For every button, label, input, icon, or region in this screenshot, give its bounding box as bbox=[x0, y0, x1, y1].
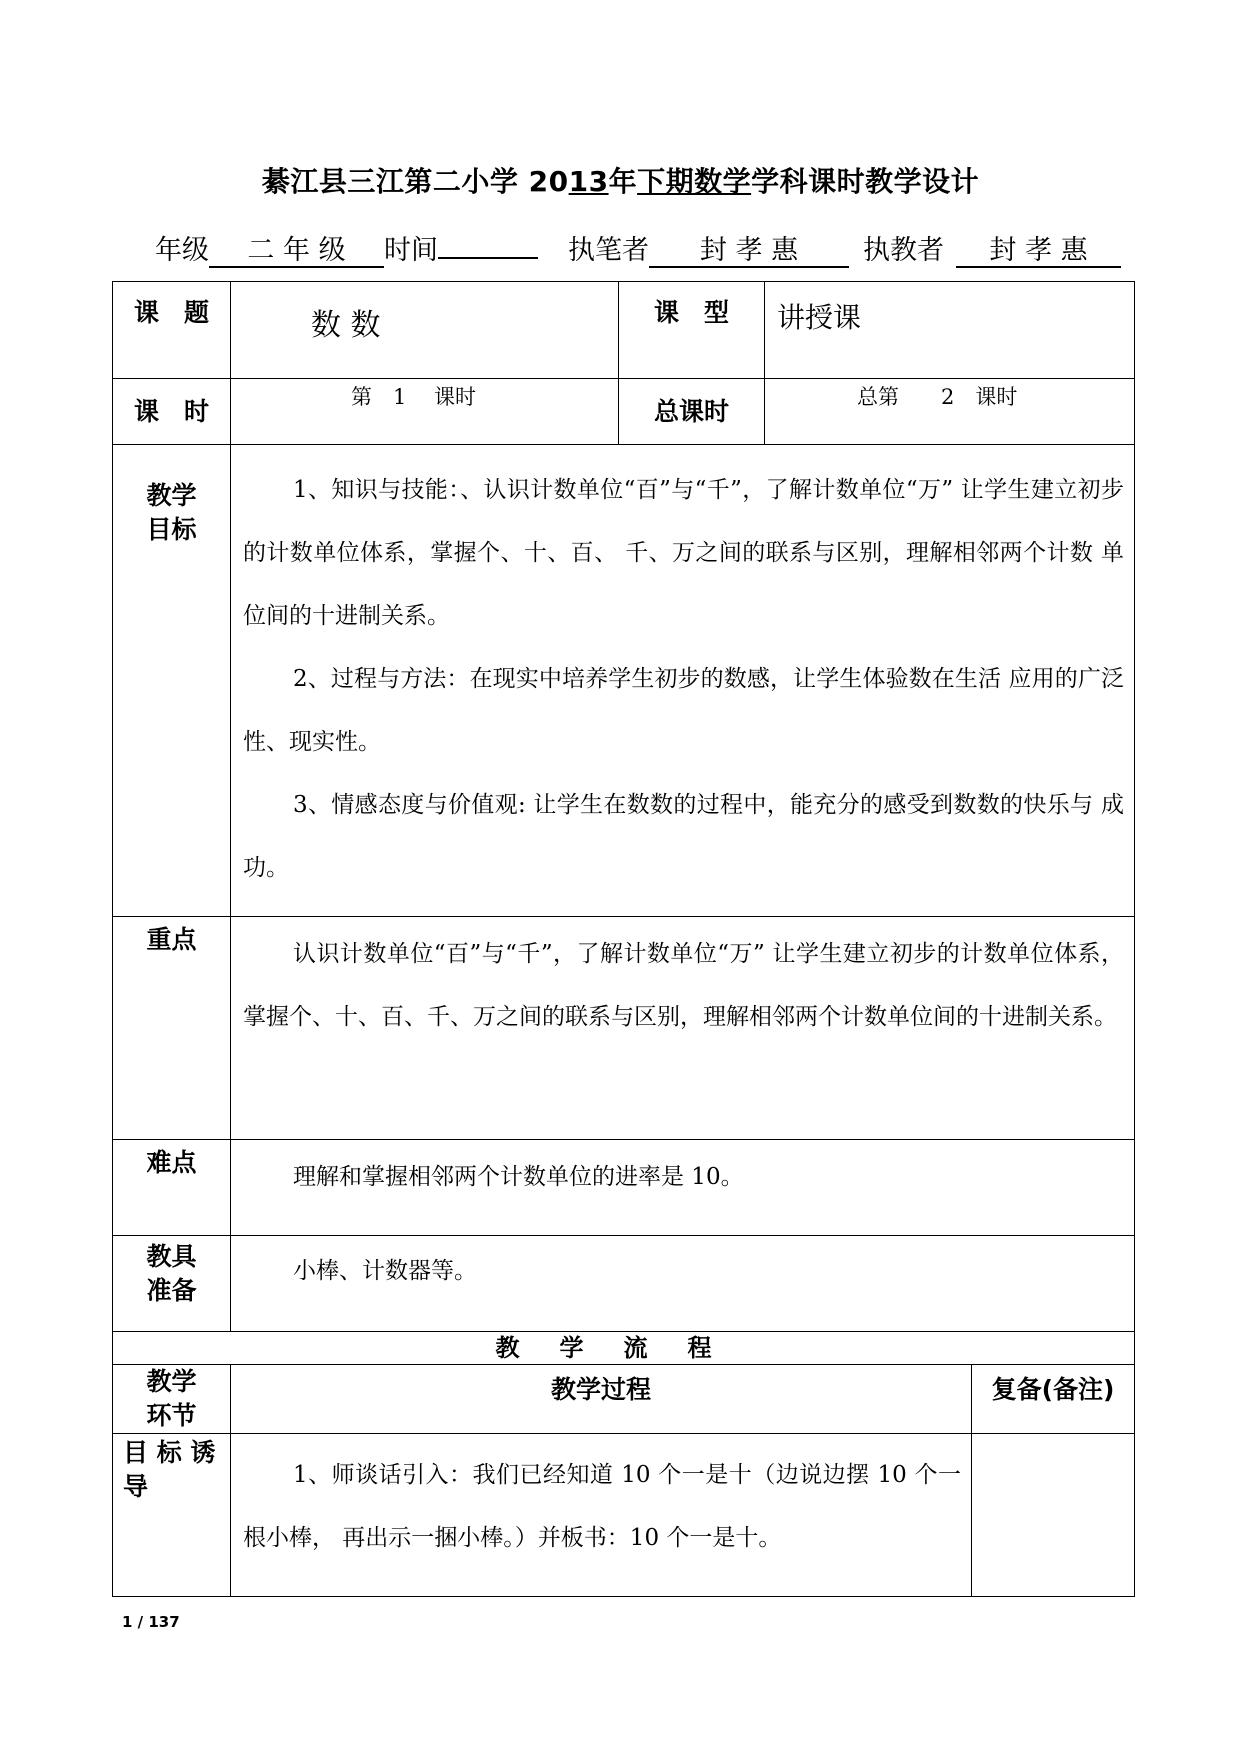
stage-row bbox=[113, 1434, 1135, 1597]
time-label: 时间 bbox=[384, 235, 438, 266]
flow-heading: 教学流程 bbox=[113, 1332, 1135, 1365]
key-label: 重点 bbox=[113, 917, 231, 1140]
topic-value: 数 数 bbox=[231, 282, 619, 379]
stage-content bbox=[231, 1434, 972, 1597]
grade-label: 年级 bbox=[155, 235, 209, 266]
document-title: 綦江县三江第二小学 2013年下期数学学科课时教学设计 bbox=[261, 165, 980, 198]
topic-label: 课 题 bbox=[113, 282, 231, 379]
goals-label: 教学目标 bbox=[113, 445, 231, 917]
writer-value: 封 孝 惠 bbox=[649, 236, 849, 268]
goal-process: 2、过程与方法：在现实中培养学生初步的数感，让学生体验数在生活 应用的广泛性、现实性。 bbox=[243, 666, 1125, 755]
stage-header: 教学环节 bbox=[113, 1365, 231, 1434]
period-value: 第 1 课时 bbox=[231, 379, 619, 445]
grade-value: 二 年 级 bbox=[209, 236, 384, 268]
goal-emotion: 3、情感态度与价值观: 让学生在数数的过程中，能充分的感受到数数的快乐与 成功。 bbox=[243, 792, 1125, 881]
flow-row bbox=[113, 1332, 1135, 1365]
key-content bbox=[231, 917, 1135, 1140]
topic-row bbox=[113, 282, 1135, 379]
lesson-table bbox=[112, 281, 1135, 1597]
difficulty-content bbox=[231, 1140, 1135, 1236]
key-row bbox=[113, 917, 1135, 1140]
stage-notes bbox=[972, 1434, 1135, 1597]
teacher-label: 执教者 bbox=[863, 235, 944, 266]
time-value bbox=[438, 257, 538, 259]
difficulty-label: 难点 bbox=[113, 1140, 231, 1236]
goals-content bbox=[231, 445, 1135, 917]
difficulty-row bbox=[113, 1140, 1135, 1236]
flow-header-row bbox=[113, 1365, 1135, 1434]
tools-label: 教具准备 bbox=[113, 1236, 231, 1332]
type-value: 讲授课 bbox=[765, 282, 1135, 379]
teacher-value: 封 孝 惠 bbox=[956, 236, 1121, 268]
info-line bbox=[155, 228, 1121, 268]
process-header: 教学过程 bbox=[231, 1365, 972, 1434]
total-value: 总第 2 课时 bbox=[765, 379, 1135, 445]
tools-text: 小棒、计数器等。 bbox=[293, 1258, 477, 1284]
key-text: 认识计数单位“百”与“千”，了解计数单位“万” 让学生建立初步的计数单位体系，掌握个、十、百、千、万之间的联系与区别，理解相邻两个计数单位间的十进制关系。 bbox=[243, 941, 1125, 1030]
goal-knowledge: 1、知识与技能：、认识计数单位“百”与“千”，了解计数单位“万” 让学生建立初步的计数单位体系，掌握个、十、百、 千、万之间的联系与区别，理解相邻两个计数 单位间的十进制关系。 bbox=[243, 477, 1125, 629]
notes-header: 复备(备注) bbox=[972, 1365, 1135, 1434]
difficulty-text: 理解和掌握相邻两个计数单位的进率是 10。 bbox=[293, 1164, 744, 1190]
total-label: 总课时 bbox=[619, 379, 765, 445]
stage-text: 1、师谈话引入：我们已经知道 10 个一是十（边说边摆 10 个一根小棒， 再出示一捆小棒。）并板书：10 个一是十。 bbox=[243, 1462, 961, 1551]
tools-content bbox=[231, 1236, 1135, 1332]
period-label: 课 时 bbox=[113, 379, 231, 445]
type-label: 课 型 bbox=[619, 282, 765, 379]
goals-row bbox=[113, 445, 1135, 917]
stage-label: 目 标 诱导 bbox=[113, 1434, 231, 1597]
writer-label: 执笔者 bbox=[568, 235, 649, 266]
tools-row bbox=[113, 1236, 1135, 1332]
page-number: 1 / 137 bbox=[122, 1613, 180, 1631]
period-row bbox=[113, 379, 1135, 445]
